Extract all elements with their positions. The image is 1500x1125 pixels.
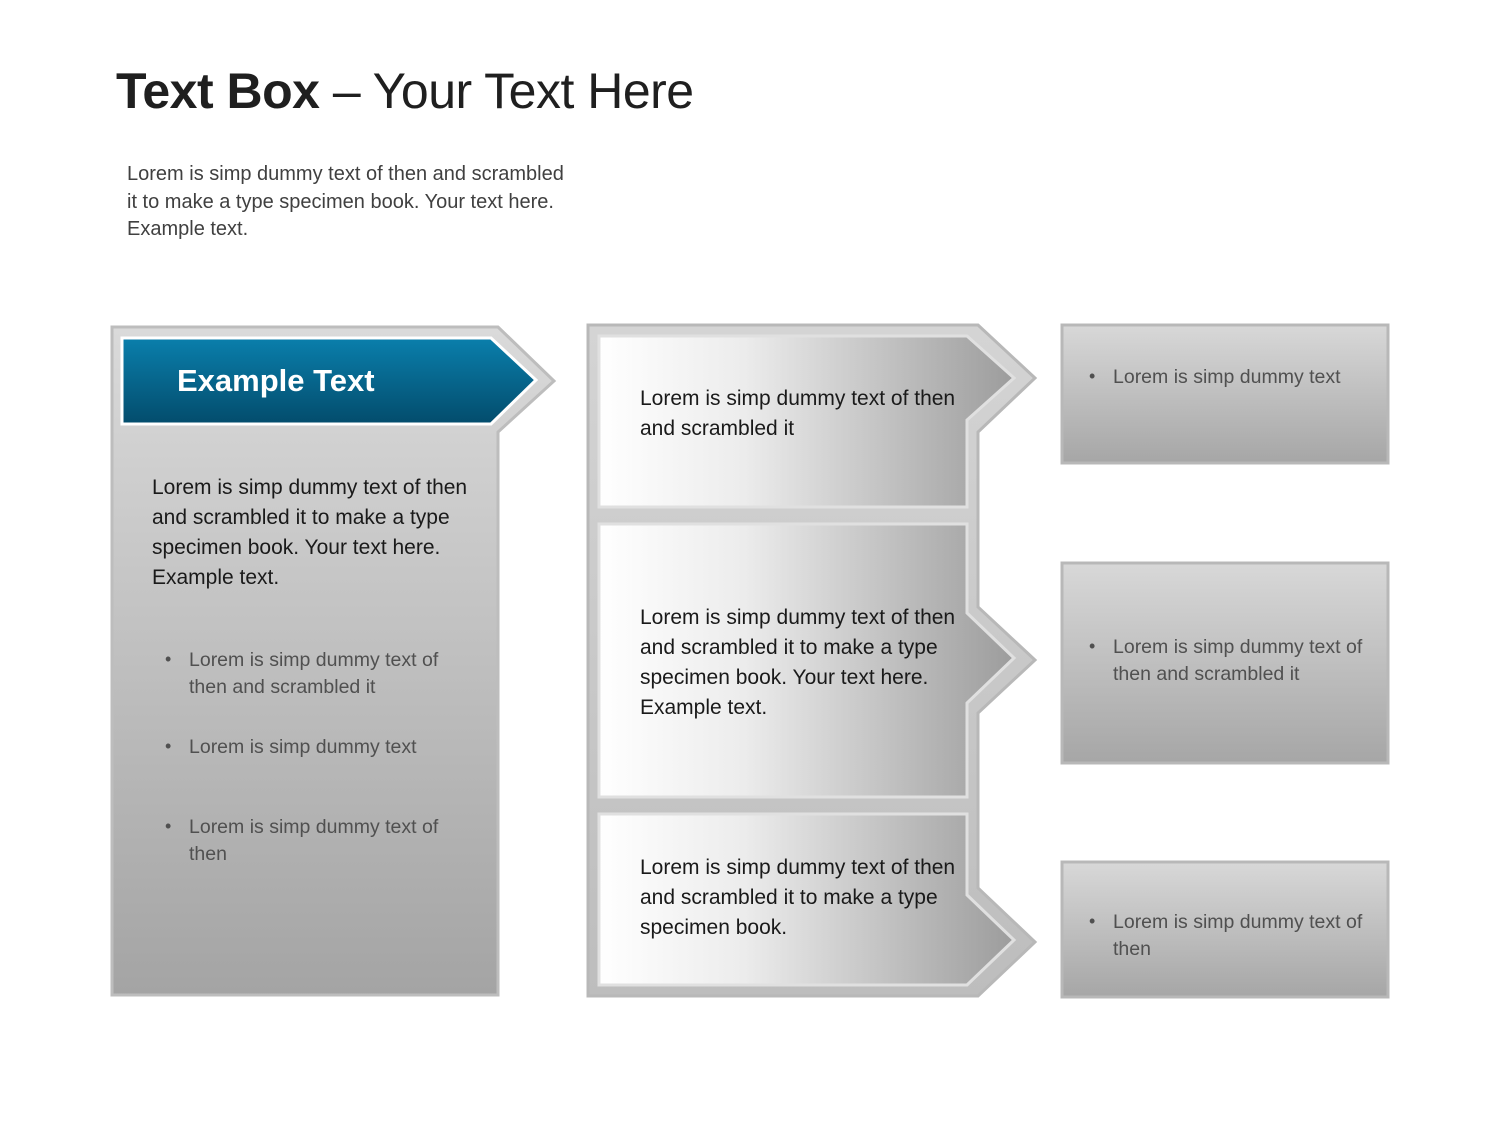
left-panel-body: Lorem is simp dummy text of then and scrambled it to make a type specimen book. Your text here. Example text.	[152, 476, 468, 589]
right-box-1-bullets	[1089, 364, 1374, 391]
middle-box-1-text: Lorem is simp dummy text of then and scrambled it	[640, 387, 956, 440]
right-bullet: • Lorem is simp dummy text of then	[1089, 909, 1374, 963]
left-bullet: • Lorem is simp dummy text of then	[165, 814, 465, 868]
middle-box-3-text: Lorem is simp dummy text of then and scrambled it to make a type specimen book.	[640, 856, 956, 939]
right-box-3-bullets	[1089, 909, 1374, 963]
right-bullet: • Lorem is simp dummy text	[1089, 364, 1374, 391]
title-bold: Text Box	[116, 63, 320, 119]
left-panel-header: Example Text	[177, 363, 375, 398]
left-bullet: • Lorem is simp dummy text	[165, 734, 465, 761]
left-bullet: • Lorem is simp dummy text of then and scrambled it	[165, 647, 465, 701]
middle-box-2-text: Lorem is simp dummy text of then and scrambled it to make a type specimen book. Your text here. Example text.	[640, 606, 956, 719]
left-panel-bullets	[165, 647, 465, 868]
right-box-2-bullets	[1089, 634, 1374, 688]
right-box-1-shape	[1062, 325, 1388, 463]
right-bullet: • Lorem is simp dummy text of then and scrambled it	[1089, 634, 1374, 688]
page-subtitle: Lorem is simp dummy text of then and scrambled it to make a type specimen book. Your text here. Example text.	[127, 163, 564, 240]
title-rest: – Your Text Here	[319, 63, 694, 119]
